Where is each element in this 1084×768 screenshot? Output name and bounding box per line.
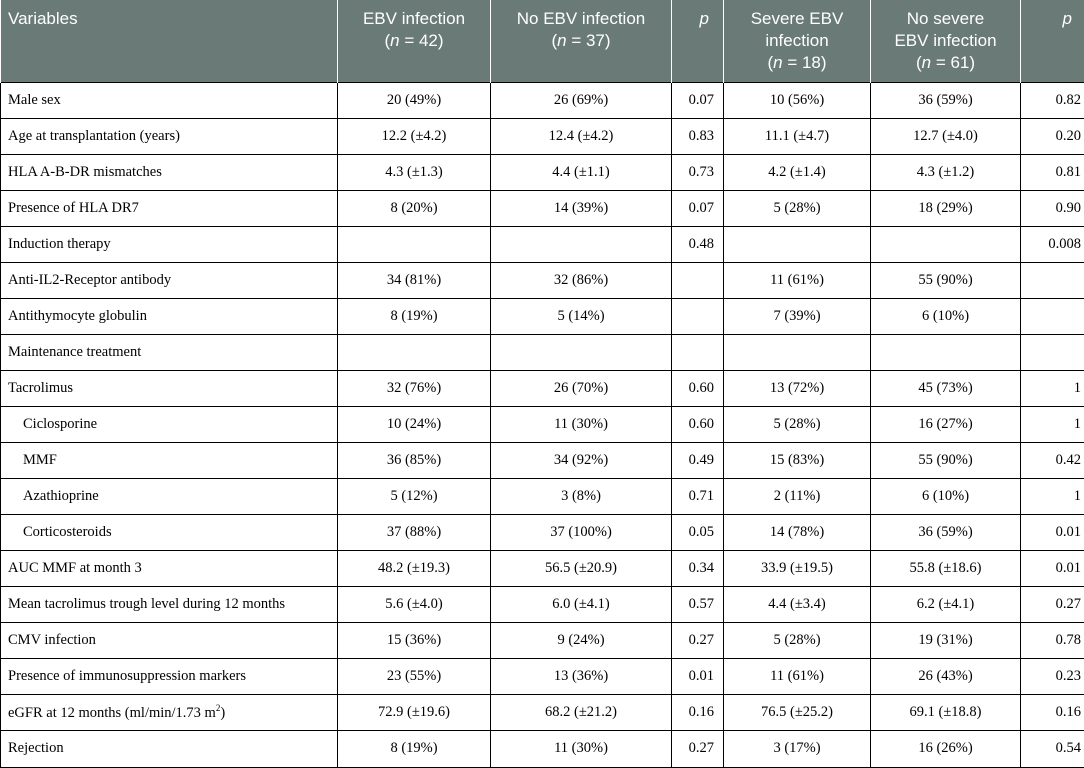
header-variables: Variables [1, 0, 338, 82]
cell-ebv: 4.3 (±1.3) [338, 154, 491, 190]
cell-severe-ebv [724, 226, 871, 262]
row-label [1, 442, 338, 478]
n-symbol: n [390, 31, 399, 50]
row-label [1, 298, 338, 334]
cell-no-severe-ebv: 26 (43%) [871, 658, 1021, 694]
cell-severe-ebv: 5 (28%) [724, 190, 871, 226]
row-label [1, 730, 338, 767]
cell-p-value-2: 0.16 [1021, 694, 1084, 730]
cell-p-value-1: 0.27 [672, 730, 724, 767]
cell-ebv [338, 226, 491, 262]
cell-severe-ebv: 7 (39%) [724, 298, 871, 334]
row-label-superscript: 2 [216, 703, 221, 713]
cell-p-value-2: 0.90 [1021, 190, 1084, 226]
row-label [1, 82, 338, 118]
row-label-text: Rejection [8, 740, 64, 756]
row-label-text: Antithymocyte globulin [8, 308, 147, 324]
header-no-ebv-n: (n = 37) [497, 30, 665, 52]
table-row [1, 550, 1084, 586]
header-severe-ebv [724, 0, 871, 82]
cell-p-value-1: 0.60 [672, 370, 724, 406]
row-label [1, 586, 338, 622]
row-label-text: HLA A-B-DR mismatches [8, 164, 162, 180]
n-symbol: n [773, 53, 782, 72]
cell-p-value-1: 0.71 [672, 478, 724, 514]
header-severe-line1: Severe EBV [730, 8, 864, 30]
header-no-ebv-infection [491, 0, 672, 82]
table-row [1, 370, 1084, 406]
table-row [1, 730, 1084, 767]
cell-p-value-1: 0.07 [672, 82, 724, 118]
row-label [1, 514, 338, 550]
cell-p-value-1: 0.16 [672, 694, 724, 730]
cell-p-value-2 [1021, 334, 1084, 370]
header-ebv-infection [338, 0, 491, 82]
cell-p-value-1: 0.48 [672, 226, 724, 262]
row-label [1, 658, 338, 694]
table-row [1, 514, 1084, 550]
row-label-text: Male sex [8, 92, 61, 108]
cell-no-severe-ebv: 18 (29%) [871, 190, 1021, 226]
header-no-severe-line2: EBV infection [877, 30, 1014, 52]
cell-no-severe-ebv: 6 (10%) [871, 478, 1021, 514]
cell-no-severe-ebv: 19 (31%) [871, 622, 1021, 658]
cell-ebv: 8 (19%) [338, 730, 491, 767]
row-label-text: Maintenance treatment [8, 344, 141, 360]
cell-p-value-2: 0.23 [1021, 658, 1084, 694]
row-label-text: CMV infection [8, 632, 96, 648]
cell-p-value-2: 1 [1021, 406, 1084, 442]
cell-severe-ebv: 15 (83%) [724, 442, 871, 478]
cell-p-value-2: 0.20 [1021, 118, 1084, 154]
row-label-text: Age at transplantation (years) [8, 128, 180, 144]
table-header [1, 0, 1084, 82]
table-row [1, 442, 1084, 478]
cell-p-value-2: 0.82 [1021, 82, 1084, 118]
cell-no-ebv: 26 (69%) [491, 82, 672, 118]
table-row [1, 190, 1084, 226]
cell-no-severe-ebv: 12.7 (±4.0) [871, 118, 1021, 154]
cell-severe-ebv [724, 334, 871, 370]
cell-severe-ebv: 14 (78%) [724, 514, 871, 550]
cell-p-value-1 [672, 298, 724, 334]
cell-p-value-2: 0.01 [1021, 550, 1084, 586]
table-row [1, 226, 1084, 262]
header-no-severe-n: (n = 61) [877, 52, 1014, 74]
row-label [1, 370, 338, 406]
table-row [1, 298, 1084, 334]
cell-no-ebv: 5 (14%) [491, 298, 672, 334]
table-row [1, 118, 1084, 154]
cell-no-ebv: 56.5 (±20.9) [491, 550, 672, 586]
cell-ebv: 10 (24%) [338, 406, 491, 442]
cell-severe-ebv: 5 (28%) [724, 406, 871, 442]
cell-no-ebv: 37 (100%) [491, 514, 672, 550]
cell-p-value-1 [672, 334, 724, 370]
header-no-severe-ebv [871, 0, 1021, 82]
cell-severe-ebv: 13 (72%) [724, 370, 871, 406]
cell-no-severe-ebv: 6 (10%) [871, 298, 1021, 334]
cell-no-severe-ebv: 55 (90%) [871, 262, 1021, 298]
cell-no-ebv: 4.4 (±1.1) [491, 154, 672, 190]
cell-no-ebv: 6.0 (±4.1) [491, 586, 672, 622]
cell-p-value-2: 0.78 [1021, 622, 1084, 658]
table-row [1, 694, 1084, 730]
header-severe-line2: infection [730, 30, 864, 52]
row-label-end: ) [220, 704, 225, 720]
cell-p-value-2 [1021, 262, 1084, 298]
cell-p-value-1: 0.73 [672, 154, 724, 190]
cell-severe-ebv: 11.1 (±4.7) [724, 118, 871, 154]
row-label-text: Mean tacrolimus trough level during 12 months [8, 596, 285, 612]
row-label [1, 226, 338, 262]
cell-ebv: 36 (85%) [338, 442, 491, 478]
cell-p-value-2: 0.54 [1021, 730, 1084, 767]
cell-no-severe-ebv: 16 (26%) [871, 730, 1021, 767]
cell-no-severe-ebv: 36 (59%) [871, 82, 1021, 118]
n-symbol: n [557, 31, 566, 50]
header-ebv-title: EBV infection [344, 8, 484, 30]
cell-ebv: 23 (55%) [338, 658, 491, 694]
table-row [1, 154, 1084, 190]
cell-no-severe-ebv: 69.1 (±18.8) [871, 694, 1021, 730]
header-no-ebv-title: No EBV infection [497, 8, 665, 30]
cell-no-severe-ebv: 55 (90%) [871, 442, 1021, 478]
row-label [1, 262, 338, 298]
row-label-text: Corticosteroids [23, 524, 112, 540]
cell-severe-ebv: 33.9 (±19.5) [724, 550, 871, 586]
cell-no-severe-ebv: 4.3 (±1.2) [871, 154, 1021, 190]
cell-p-value-2: 0.81 [1021, 154, 1084, 190]
cell-severe-ebv: 5 (28%) [724, 622, 871, 658]
cell-ebv: 5 (12%) [338, 478, 491, 514]
row-label-text: eGFR at 12 months (ml/min/1.73 m [8, 704, 216, 720]
cell-no-ebv: 11 (30%) [491, 406, 672, 442]
table-row [1, 334, 1084, 370]
table-row [1, 262, 1084, 298]
table-row [1, 622, 1084, 658]
row-label [1, 550, 338, 586]
header-row [1, 0, 1084, 82]
cell-no-ebv: 32 (86%) [491, 262, 672, 298]
cell-no-ebv: 13 (36%) [491, 658, 672, 694]
cell-p-value-2: 0.01 [1021, 514, 1084, 550]
cell-p-value-2: 0.27 [1021, 586, 1084, 622]
cell-severe-ebv: 11 (61%) [724, 658, 871, 694]
row-label [1, 622, 338, 658]
cell-no-severe-ebv: 16 (27%) [871, 406, 1021, 442]
cell-ebv: 12.2 (±4.2) [338, 118, 491, 154]
row-label [1, 118, 338, 154]
n-symbol: n [922, 53, 931, 72]
cell-no-severe-ebv: 55.8 (±18.6) [871, 550, 1021, 586]
row-label [1, 694, 338, 730]
cell-no-ebv: 14 (39%) [491, 190, 672, 226]
header-p-value-2: p [1021, 0, 1084, 82]
row-label-text: AUC MMF at month 3 [8, 560, 142, 576]
cell-no-ebv: 34 (92%) [491, 442, 672, 478]
cell-severe-ebv: 2 (11%) [724, 478, 871, 514]
cell-severe-ebv: 76.5 (±25.2) [724, 694, 871, 730]
table-body [1, 82, 1084, 767]
cell-p-value-1 [672, 262, 724, 298]
cell-ebv: 20 (49%) [338, 82, 491, 118]
cell-p-value-2: 1 [1021, 370, 1084, 406]
cell-ebv: 37 (88%) [338, 514, 491, 550]
cell-ebv: 34 (81%) [338, 262, 491, 298]
header-severe-n: (n = 18) [730, 52, 864, 74]
cell-p-value-2: 0.008 [1021, 226, 1084, 262]
cell-p-value-1: 0.49 [672, 442, 724, 478]
cell-ebv [338, 334, 491, 370]
cell-p-value-1: 0.07 [672, 190, 724, 226]
cell-no-ebv: 11 (30%) [491, 730, 672, 767]
table-row [1, 406, 1084, 442]
cell-no-ebv: 9 (24%) [491, 622, 672, 658]
cell-no-ebv: 68.2 (±21.2) [491, 694, 672, 730]
cell-ebv: 8 (20%) [338, 190, 491, 226]
header-p-value-1: p [672, 0, 724, 82]
cell-severe-ebv: 10 (56%) [724, 82, 871, 118]
cell-severe-ebv: 4.4 (±3.4) [724, 586, 871, 622]
cell-p-value-1: 0.01 [672, 658, 724, 694]
row-label-text: Induction therapy [8, 236, 111, 252]
cell-p-value-1: 0.57 [672, 586, 724, 622]
row-label-text: Tacrolimus [8, 380, 73, 396]
cell-no-severe-ebv: 6.2 (±4.1) [871, 586, 1021, 622]
cell-no-ebv: 12.4 (±4.2) [491, 118, 672, 154]
row-label [1, 154, 338, 190]
cell-no-severe-ebv: 36 (59%) [871, 514, 1021, 550]
row-label [1, 478, 338, 514]
row-label [1, 334, 338, 370]
cell-ebv: 48.2 (±19.3) [338, 550, 491, 586]
cell-p-value-1: 0.83 [672, 118, 724, 154]
cell-ebv: 72.9 (±19.6) [338, 694, 491, 730]
cell-p-value-2: 0.42 [1021, 442, 1084, 478]
header-no-severe-line1: No severe [877, 8, 1014, 30]
cell-no-ebv [491, 226, 672, 262]
cell-no-ebv: 3 (8%) [491, 478, 672, 514]
row-label [1, 406, 338, 442]
cell-severe-ebv: 3 (17%) [724, 730, 871, 767]
row-label-text: Azathioprine [23, 488, 99, 504]
table-row [1, 658, 1084, 694]
cell-no-ebv: 26 (70%) [491, 370, 672, 406]
cell-p-value-1: 0.34 [672, 550, 724, 586]
cell-no-severe-ebv [871, 334, 1021, 370]
cell-no-ebv [491, 334, 672, 370]
table-row [1, 586, 1084, 622]
table-row [1, 82, 1084, 118]
cell-no-severe-ebv: 45 (73%) [871, 370, 1021, 406]
row-label [1, 190, 338, 226]
cell-ebv: 8 (19%) [338, 298, 491, 334]
row-label-text: Ciclosporine [23, 416, 97, 432]
cell-p-value-2: 1 [1021, 478, 1084, 514]
row-label-text: Anti-IL2-Receptor antibody [8, 272, 171, 288]
row-label-text: Presence of HLA DR7 [8, 200, 139, 216]
row-label-text: Presence of immunosuppression markers [8, 668, 246, 684]
cell-p-value-1: 0.27 [672, 622, 724, 658]
cell-p-value-1: 0.05 [672, 514, 724, 550]
cell-p-value-1: 0.60 [672, 406, 724, 442]
cell-ebv: 5.6 (±4.0) [338, 586, 491, 622]
cell-no-severe-ebv [871, 226, 1021, 262]
row-label-text: MMF [23, 452, 57, 468]
header-ebv-n: (n = 42) [344, 30, 484, 52]
cell-ebv: 32 (76%) [338, 370, 491, 406]
cell-p-value-2 [1021, 298, 1084, 334]
cell-severe-ebv: 4.2 (±1.4) [724, 154, 871, 190]
cell-severe-ebv: 11 (61%) [724, 262, 871, 298]
cell-ebv: 15 (36%) [338, 622, 491, 658]
table-row [1, 478, 1084, 514]
